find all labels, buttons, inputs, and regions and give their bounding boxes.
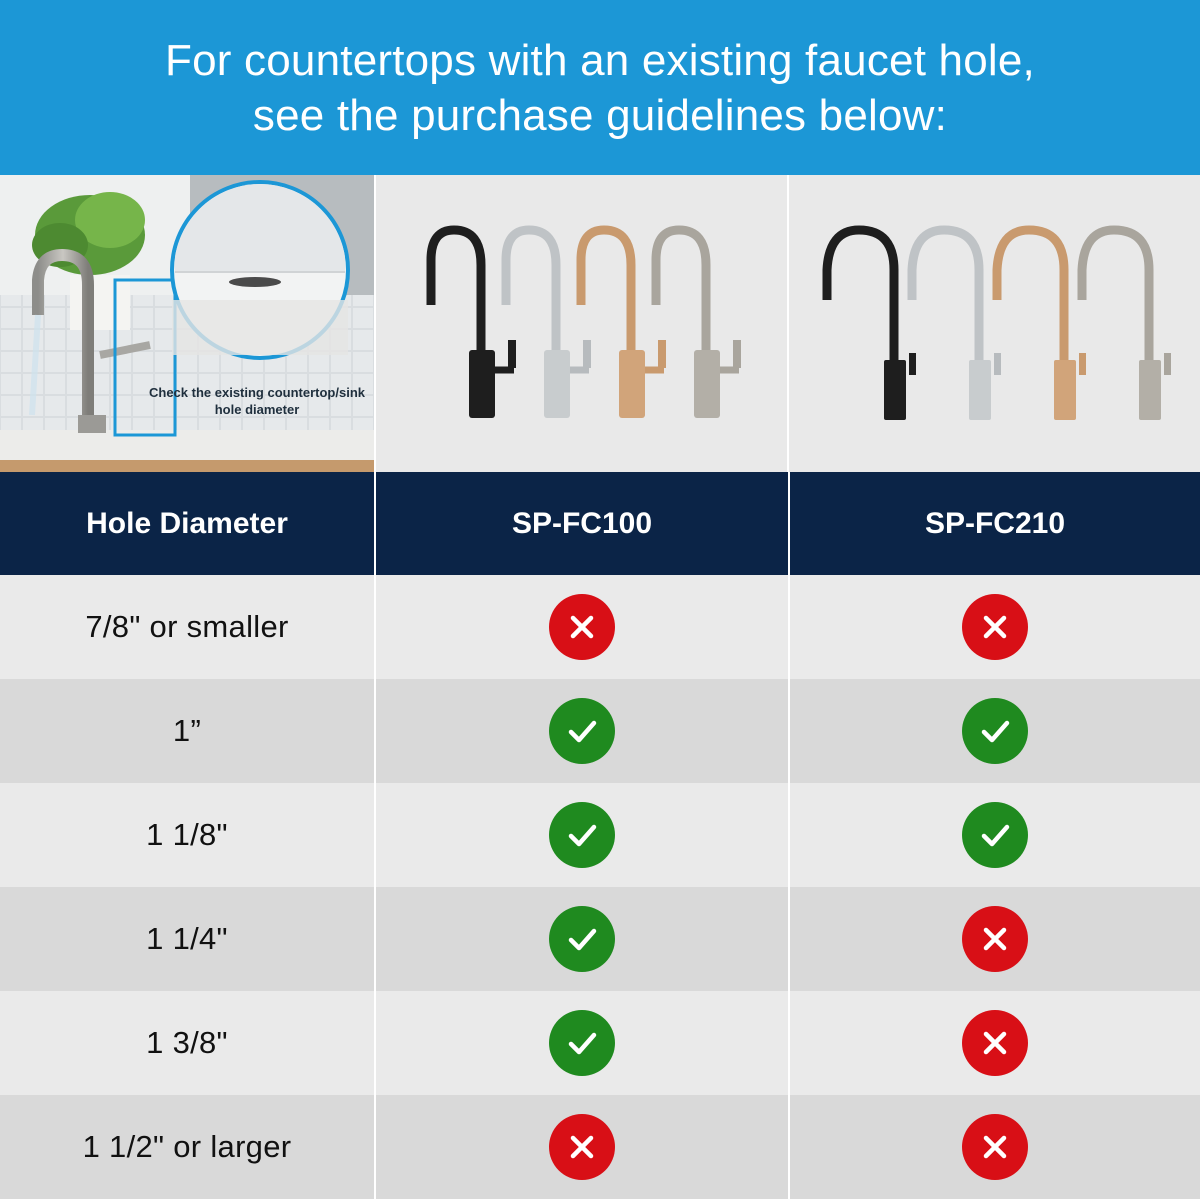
sp-fc100-cell	[374, 783, 788, 887]
table-body	[0, 575, 1200, 1199]
sp-fc210-faucets-image	[787, 175, 1200, 472]
check-icon	[549, 906, 615, 972]
table-row	[0, 679, 1200, 783]
sp-fc100-cell	[374, 887, 788, 991]
diameter-cell	[0, 575, 374, 679]
check-icon	[962, 802, 1028, 868]
x-icon	[962, 906, 1028, 972]
sp-fc100-faucet-lineup	[376, 175, 789, 472]
sp-fc100-faucets-image	[374, 175, 787, 472]
header-banner	[0, 0, 1200, 175]
photo-caption: Check the existing countertop/sink hole diameter	[149, 385, 365, 417]
sp-fc100-cell	[374, 575, 788, 679]
sp-fc210-cell	[788, 887, 1200, 991]
table-row	[0, 887, 1200, 991]
check-icon	[549, 698, 615, 764]
check-icon	[962, 698, 1028, 764]
faucet-brushed-nickel	[1082, 230, 1171, 420]
table-row	[0, 1095, 1200, 1199]
diameter-cell	[0, 887, 374, 991]
kitchen-sink-illustration	[0, 175, 374, 472]
diameter-cell	[0, 1095, 374, 1199]
banner-title-line-1: For countertops with an existing faucet hole,	[165, 35, 1035, 85]
table-row	[0, 783, 1200, 887]
sp-fc210-cell	[788, 575, 1200, 679]
x-icon	[962, 594, 1028, 660]
sp-fc210-cell	[788, 991, 1200, 1095]
diameter-label: 7/8" or smaller	[85, 609, 289, 644]
header-sp-fc100: SP-FC100	[374, 472, 788, 575]
faucet-rose-gold	[997, 230, 1086, 420]
sp-fc210-cell	[788, 679, 1200, 783]
x-icon	[549, 594, 615, 660]
diameter-cell	[0, 783, 374, 887]
sp-fc210-cell	[788, 783, 1200, 887]
banner-title-line-2: see the purchase guidelines below:	[252, 90, 948, 140]
table-row	[0, 575, 1200, 679]
faucet-black	[827, 230, 916, 420]
check-icon	[549, 1010, 615, 1076]
diameter-cell	[0, 991, 374, 1095]
sink-photo	[0, 175, 374, 472]
header-sp-fc210: SP-FC210	[788, 472, 1200, 575]
sp-fc100-cell	[374, 679, 788, 783]
diameter-label: 1 1/2" or larger	[82, 1129, 292, 1164]
diameter-label: 1”	[172, 713, 202, 748]
faucet-brushed-nickel	[656, 230, 741, 418]
hole-diameter-table	[0, 472, 1200, 1199]
diameter-label: 1 3/8"	[146, 1025, 228, 1060]
table-header	[0, 472, 1200, 575]
diameter-label: 1 1/8"	[146, 817, 228, 852]
faucet-chrome	[912, 230, 1001, 420]
sp-fc100-cell	[374, 991, 788, 1095]
x-icon	[962, 1010, 1028, 1076]
check-icon	[549, 802, 615, 868]
x-icon	[549, 1114, 615, 1180]
diameter-label: 1 1/4"	[146, 921, 228, 956]
x-icon	[962, 1114, 1028, 1180]
product-image-row	[0, 175, 1200, 472]
sp-fc100-cell	[374, 1095, 788, 1199]
table-row	[0, 991, 1200, 1095]
header-hole-diameter: Hole Diameter	[86, 506, 288, 540]
sp-fc210-cell	[788, 1095, 1200, 1199]
sp-fc210-faucet-lineup	[789, 175, 1200, 472]
diameter-cell	[0, 679, 374, 783]
